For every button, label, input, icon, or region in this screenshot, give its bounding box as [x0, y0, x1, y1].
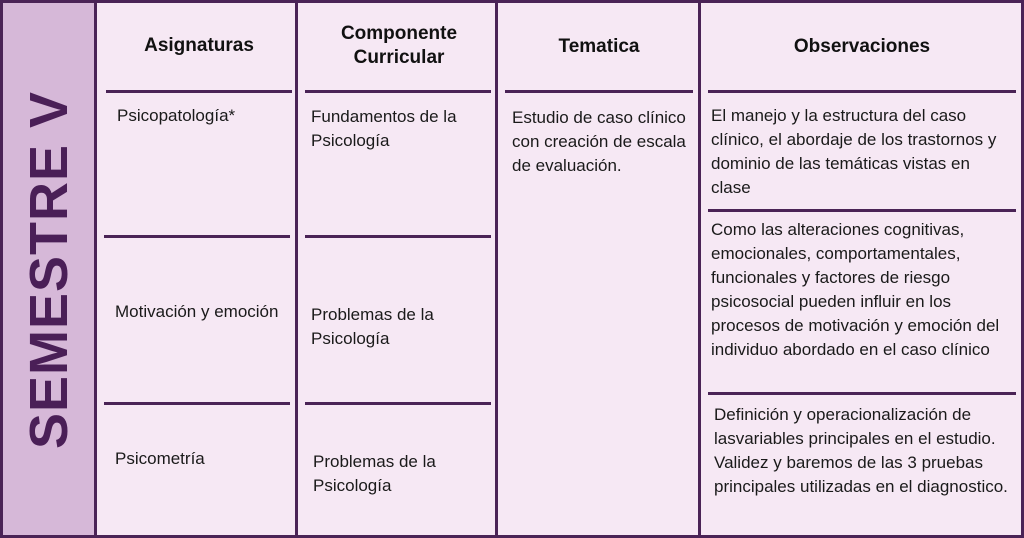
observacion-cell: Definición y operacionalización de lasvariables principales en el estudio. Validez y baremos de las 3 pruebas principales utilizadas en el diagnostico. [714, 405, 1008, 496]
header-componente: Componente Curricular [340, 23, 458, 68]
observacion-cell: El manejo y la estructura del caso clínico, el abordaje de los trastornos y dominio de las temáticas vistas en clase [711, 106, 997, 197]
asignatura-cell: Psicopatología* [117, 106, 236, 125]
row-divider [305, 402, 491, 405]
header-asignaturas: Asignaturas [144, 35, 254, 56]
row-divider [104, 235, 290, 238]
column-divider [94, 3, 97, 535]
column-divider [495, 3, 498, 535]
header-underline [708, 90, 1016, 93]
componente-cell: Problemas de la Psicología [311, 305, 434, 348]
tematica-cell: Estudio de caso clínico con creación de escala de evaluación. [512, 108, 686, 175]
semester-label: SEMESTRE V [19, 90, 79, 450]
asignatura-cell: Motivación y emoción [115, 302, 279, 321]
header-underline [505, 90, 693, 93]
componente-cell: Problemas de la Psicología [313, 452, 436, 495]
asignatura-cell: Psicometría [115, 449, 205, 468]
observacion-cell: Como las alteraciones cognitivas, emocionales, comportamentales, funcionales y factores de riesgo psicosocial pueden influir en los procesos de motivación y emoción del individuo abordado en el caso clínico [711, 220, 1000, 359]
row-divider [104, 402, 290, 405]
header-tematica: Tematica [558, 36, 640, 57]
row-divider [708, 392, 1016, 395]
column-divider [295, 3, 298, 535]
header-underline [305, 90, 491, 93]
column-divider [698, 3, 701, 535]
componente-cell: Fundamentos de la Psicología [311, 107, 457, 150]
row-divider [305, 235, 491, 238]
header-observaciones: Observaciones [793, 36, 931, 57]
header-underline [106, 90, 292, 93]
row-divider [708, 209, 1016, 212]
